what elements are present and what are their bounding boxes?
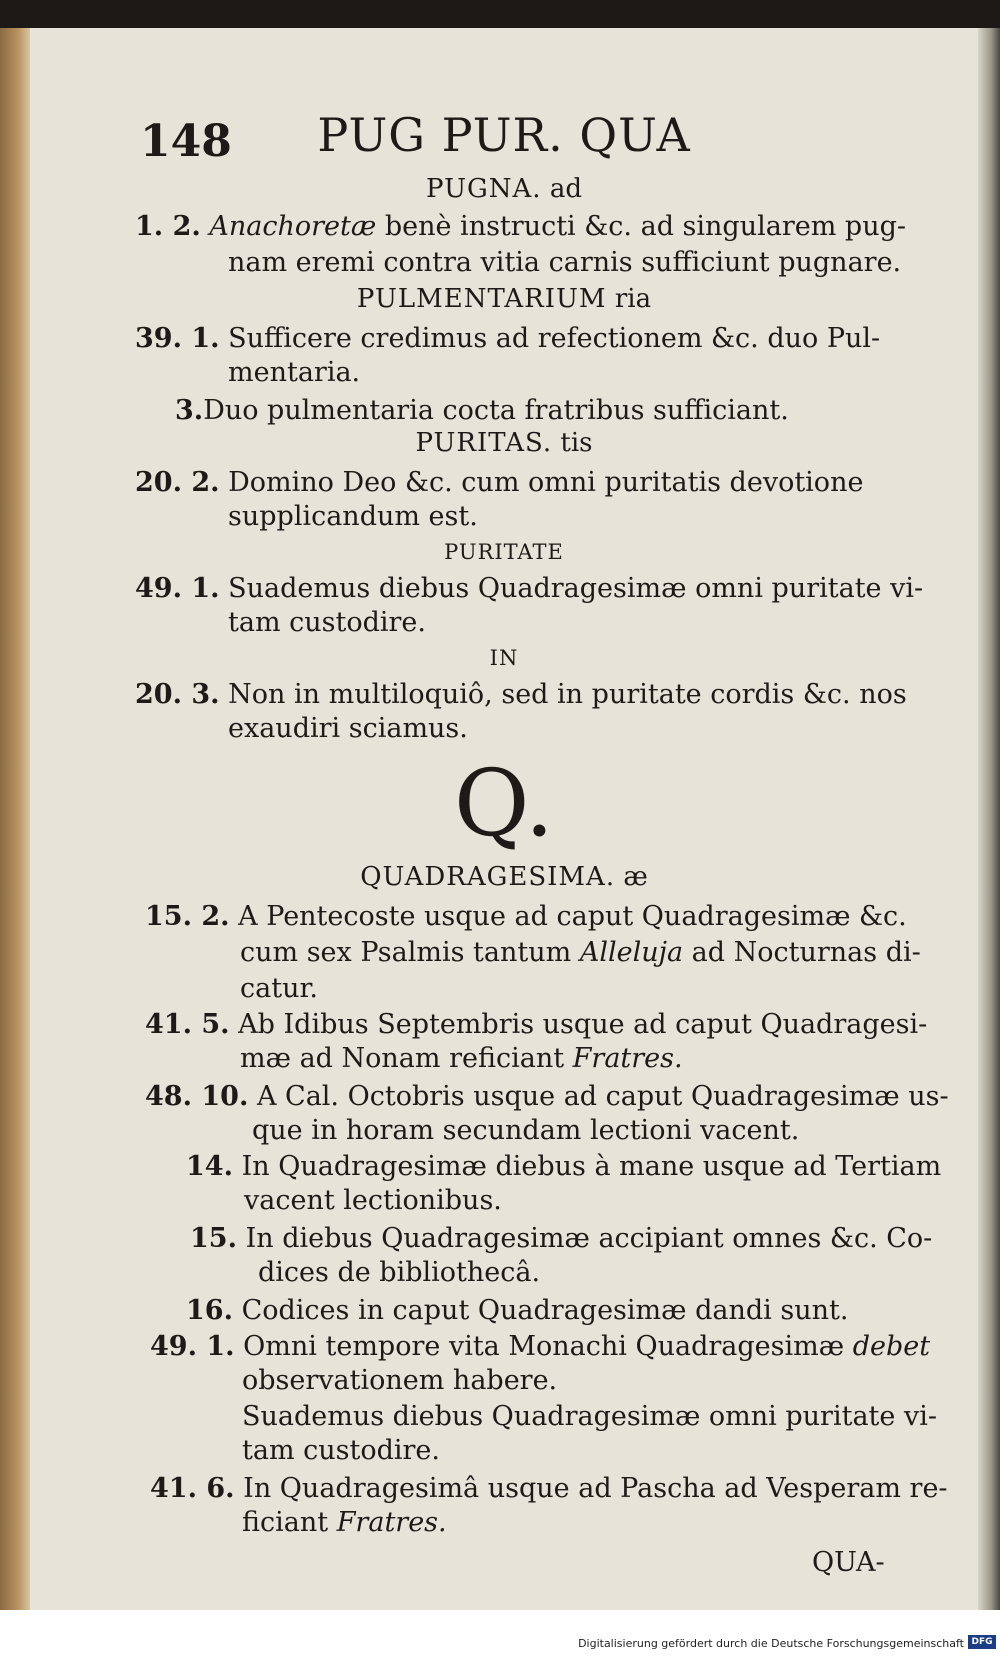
- book-spine-edge: [0, 28, 30, 1610]
- entry-line: mentaria.: [228, 357, 361, 388]
- entry-line: 41. 6. In Quadragesimâ usque ad Pascha ad Vesperam re-: [150, 1473, 948, 1504]
- page-right-edge: [978, 28, 1000, 1610]
- entry-ref: 20. 2.: [135, 467, 220, 498]
- entry-line: mæ ad Nonam reficiant Fratres.: [240, 1043, 683, 1074]
- headword-quadragesima: QUADRAGESIMA. æ: [360, 862, 648, 892]
- entry-line: tam custodire.: [242, 1435, 440, 1466]
- headword-puritas: PURITAS. tis: [415, 428, 593, 458]
- entry-line: vacent lectionibus.: [244, 1185, 502, 1216]
- entry-line: 39. 1. Sufficere credimus ad refectionem &c. duo Pul-: [135, 323, 881, 354]
- entry-ref: 1. 2.: [135, 211, 201, 242]
- entry-line: dices de bibliothecâ.: [258, 1257, 541, 1288]
- entry-line: 41. 5. Ab Idibus Septembris usque ad caput Quadragesi-: [145, 1009, 928, 1040]
- entry-ref: 49. 1.: [135, 573, 220, 604]
- entry-line: que in horam secundam lectioni vacent.: [252, 1115, 800, 1146]
- entry-line: ficiant Fratres.: [242, 1507, 447, 1538]
- entry-ref: 15.: [190, 1223, 237, 1254]
- subhead-puritate: PURITATE: [444, 540, 564, 564]
- entry-line: 1. 2. Anachoretæ benè instructi &c. ad singularem pug-: [135, 211, 906, 242]
- headword-pugna: PUGNA. ad: [426, 174, 582, 204]
- footer-credit: Digitalisierung gefördert durch die Deutsche Forschungsgemeinschaft: [578, 1637, 964, 1650]
- entry-line: nam eremi contra vitia carnis sufficiunt pugnare.: [228, 247, 902, 278]
- entry-ref: 41. 6.: [150, 1473, 235, 1504]
- running-head-title: PUG PUR. QUA: [317, 108, 691, 162]
- running-header: [30, 108, 978, 178]
- entry-line: 20. 3. Non in multiloquiô, sed in puritate cordis &c. nos: [135, 679, 907, 710]
- entry-line: supplicandum est.: [228, 501, 478, 532]
- footer-bar: [0, 1610, 1000, 1658]
- entry-ref: 14.: [186, 1151, 233, 1182]
- section-letter-q: Q.: [453, 750, 555, 857]
- entry-line: 48. 10. A Cal. Octobris usque ad caput Quadragesimæ us-: [145, 1081, 949, 1112]
- subhead-in: IN: [489, 646, 519, 670]
- catchword: QUA-: [812, 1547, 885, 1578]
- book-page: [30, 28, 978, 1610]
- entry-line: catur.: [240, 973, 318, 1004]
- entry-ref: 3.: [175, 395, 204, 426]
- top-frame: [0, 0, 1000, 28]
- entry-line: tam custodire.: [228, 607, 426, 638]
- entry-line: 49. 1. Omni tempore vita Monachi Quadragesimæ debet: [150, 1331, 931, 1362]
- page-number: 148: [140, 116, 232, 167]
- entry-line: Suademus diebus Quadragesimæ omni puritate vi-: [242, 1401, 937, 1432]
- entry-line: exaudiri sciamus.: [228, 713, 468, 744]
- entry-ref: 16.: [186, 1295, 233, 1326]
- entry-line: 3.Duo pulmentaria cocta fratribus sufficiant.: [175, 395, 789, 426]
- entry-line: 14. In Quadragesimæ diebus à mane usque ad Tertiam: [186, 1151, 942, 1182]
- headword-pulmentarium: PULMENTARIUM ria: [356, 284, 652, 314]
- entry-line: observationem habere.: [242, 1365, 558, 1396]
- entry-line: 49. 1. Suademus diebus Quadragesimæ omni puritate vi-: [135, 573, 924, 604]
- entry-line: 20. 2. Domino Deo &c. cum omni puritatis devotione: [135, 467, 864, 498]
- entry-ref: 48. 10.: [145, 1081, 249, 1112]
- entry-line: cum sex Psalmis tantum Alleluja ad Nocturnas di-: [240, 937, 921, 968]
- entry-ref: 41. 5.: [145, 1009, 230, 1040]
- entry-ref: 20. 3.: [135, 679, 220, 710]
- entry-ref: 49. 1.: [150, 1331, 235, 1362]
- entry-line: 16. Codices in caput Quadragesimæ dandi sunt.: [186, 1295, 849, 1326]
- dfg-logo-icon: DFG: [968, 1635, 996, 1649]
- entry-line: 15. 2. A Pentecoste usque ad caput Quadragesimæ &c.: [145, 901, 907, 932]
- entry-ref: 39. 1.: [135, 323, 220, 354]
- entry-ref: 15. 2.: [145, 901, 230, 932]
- entry-line: 15. In diebus Quadragesimæ accipiant omnes &c. Co-: [190, 1223, 933, 1254]
